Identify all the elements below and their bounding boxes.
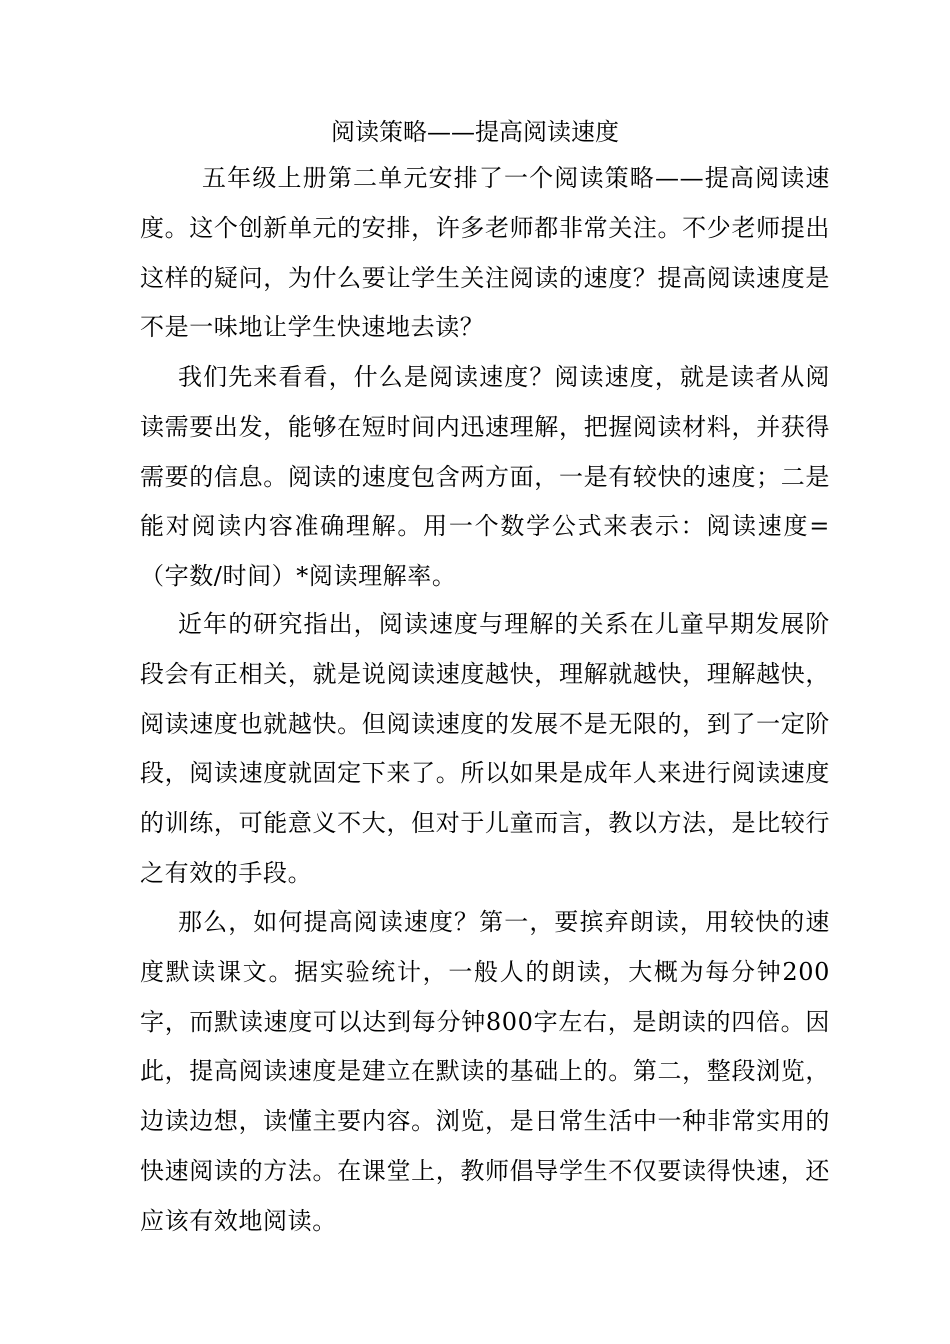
- paragraph-3: 近年的研究指出，阅读速度与理解的关系在儿童早期发展阶段会有正相关，就是说阅读速度越快，理解就越快，理解越快，阅读速度也就越快。但阅读速度的发展不是无限的，到了一定阶段，阅读速度就固定下来了。所以如果是成年人来进行阅读速度的训练，可能意义不大，但对于儿童而言，教以方法，是比较行之有效的手段。: [140, 610, 830, 887]
- paragraph-1: 五年级上册第二单元安排了一个阅读策略——提高阅读速度。这个创新单元的安排，许多老师都非常关注。不少老师提出这样的疑问，为什么要让学生关注阅读的速度？提高阅读速度是不是一味地让学生快速地去读？: [140, 164, 830, 342]
- paragraph-2: 我们先来看看，什么是阅读速度？阅读速度，就是读者从阅读需要出发，能够在短时间内迅速理解，把握阅读材料，并获得需要的信息。阅读的速度包含两方面，一是有较快的速度；二是能对阅读内容准确理解。用一个数学公式来表示：阅读速度=（字数/时间）*阅读理解率。: [140, 363, 830, 591]
- document-title: 阅读策略——提高阅读速度: [331, 118, 619, 146]
- paragraph-4: 那么，如何提高阅读速度？第一，要摈弃朗读，用较快的速度默读课文。据实验统计，一般人的朗读，大概为每分钟200字，而默读速度可以达到每分钟800字左右，是朗读的四倍。因此，提高阅读速度是建立在默读的基础上的。第二，整段浏览，边读边想，读懂主要内容。浏览，是日常生活中一种非常实用的快速阅读的方法。在课堂上，教师倡导学生不仅要读得快速，还应该有效地阅读。: [140, 908, 830, 1235]
